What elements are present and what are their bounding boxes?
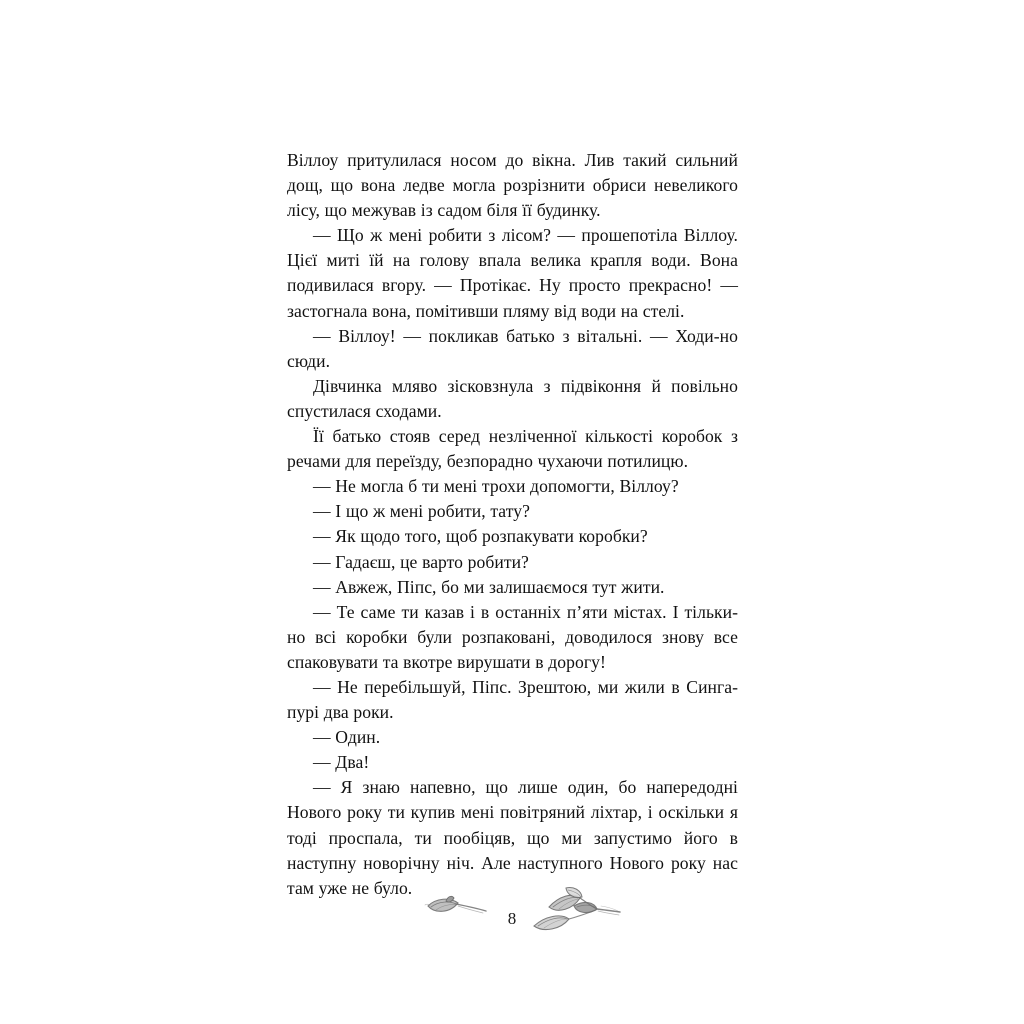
paragraph: — Не могла б ти мені трохи допомогти, Віллоу? bbox=[313, 476, 679, 497]
body-text-column bbox=[287, 148, 738, 901]
paragraph: — Два! bbox=[313, 752, 370, 773]
footer-inner bbox=[0, 884, 1024, 950]
page-number: 8 bbox=[507, 909, 517, 928]
paragraph: Віллоу притулилася носом до вікна. Лив такий сильний дощ, що вона ледве могла розрізнити обриси невеликого лісу, що межував із садом біля її будинку. bbox=[287, 150, 738, 221]
paragraph: — Я знаю напевно, що лише один, бо напередодні Нового року ти купив мені повітряний ліхтар, і оскільки я тоді проспала, ти пообіцяв, що ми запустимо його в наступну новорічну ніч. Але наступного Нового року нас там уже не було. bbox=[287, 777, 738, 898]
paragraph: Дівчинка мляво зісковзнула з підвіконня й повільно спустилася сходами. bbox=[287, 375, 738, 421]
paragraph: — Що ж мені робити з лісом? — прошепотіла Віллоу. Цієї миті їй на голову впала велика крапля води. Вона подивилася вгору. — Протікає. Ну просто прекрасно! — застогнала вона, помітивши пляму від води на стелі. bbox=[287, 225, 738, 321]
page-footer bbox=[0, 884, 1024, 950]
paragraph: — І що ж мені робити, тату? bbox=[313, 501, 530, 522]
paragraph: — Віллоу! — покликав батько з вітальні. — Ходи-но сюди. bbox=[287, 325, 738, 371]
paragraph: Її батько стояв серед незліченної кількості коробок з речами для переїзду, безпорадно чухаючи потилицю. bbox=[287, 426, 738, 472]
paragraph: — Те саме ти казав і в останніх п’яти містах. І тільки-но всі коробки були розпаковані, доводилося знову все спаковувати та вкотре вирушати в дорогу! bbox=[287, 601, 738, 672]
paragraph: — Як щодо того, щоб розпакувати коробки? bbox=[313, 526, 648, 547]
paragraph: — Авжеж, Піпс, бо ми залишаємося тут жити. bbox=[313, 576, 665, 597]
paragraph: — Один. bbox=[313, 727, 381, 748]
paragraph: — Не перебільшуй, Піпс. Зрештою, ми жили в Сингапурі два роки. bbox=[287, 676, 738, 723]
paragraph: — Гадаєш, це варто робити? bbox=[313, 551, 529, 572]
leaf-sprig-right-icon bbox=[528, 884, 624, 946]
